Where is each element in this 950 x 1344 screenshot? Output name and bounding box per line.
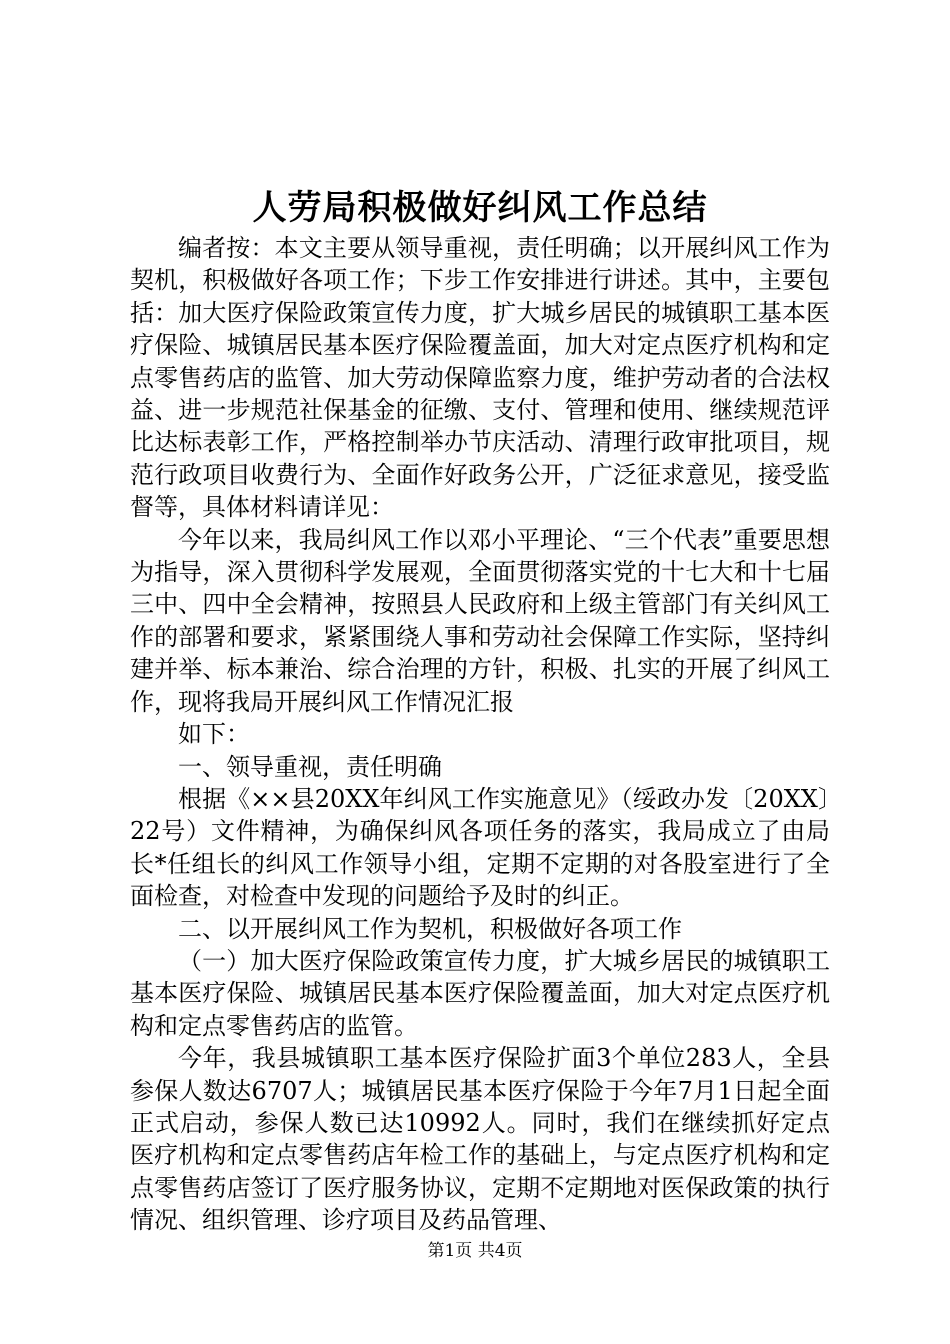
intro-continuation: 如下： xyxy=(178,720,250,749)
subsection-heading-1: （一）加大医疗保险政策宣传力度，扩大城乡居民的城镇职工基本医疗保险、城镇居民基本医疗保险覆盖面，加大对定点医疗机构和定点零售药店的监管。 xyxy=(130,946,830,1040)
document-page xyxy=(130,186,830,1237)
subsection-1-paragraph: 今年，我县城镇职工基本医疗保险扩面3个单位283人，全县参保人数达6707人；城镇居民基本医疗保险于今年7月1日起全面正式启动，参保人数已达10992人。同时，我们在继续抓好定点医疗机构和定点零售药店年检工作的基础上，与定点医疗机构和定点零售药店签订了医疗服务协议，定期不定期地对医保政策的执行情况、组织管理、诊疗项目及药品管理、 xyxy=(130,1044,830,1235)
section-1-paragraph: 根据《××县20XX年纠风工作实施意见》（绥政办发〔20XX〕22号）文件精神，为确保纠风各项任务的落实，我局成立了由局长*任组长的纠风工作领导小组，定期不定期的对各股室进行了全面检查，对检查中发现的问题给予及时的纠正。 xyxy=(130,784,830,911)
section-heading-2: 二、以开展纠风工作为契机，积极做好各项工作 xyxy=(178,914,682,943)
section-heading-1: 一、领导重视，责任明确 xyxy=(178,752,442,781)
editor-note-paragraph: 编者按：本文主要从领导重视，责任明确；以开展纠风工作为契机，积极做好各项工作；下步工作安排进行讲述。其中，主要包括：加大医疗保险政策宣传力度，扩大城乡居民的城镇职工基本医疗保险、城镇居民基本医疗保险覆盖面，加大对定点医疗机构和定点零售药店的监管、加大劳动保障监察力度，维护劳动者的合法权益、进一步规范社保基金的征缴、支付、管理和使用、继续规范评比达标表彰工作，严格控制举办节庆活动、清理行政审批项目，规范行政项目收费行为、全面作好政务公开，广泛征求意见，接受监督等，具体材料请详见： xyxy=(130,234,830,522)
intro-paragraph: 今年以来，我局纠风工作以邓小平理论、“三个代表”重要思想为指导，深入贯彻科学发展观，全面贯彻落实党的十七大和十七届三中、四中全会精神，按照县人民政府和上级主管部门有关纠风工作的部署和要求，紧紧围绕人事和劳动社会保障工作实际，坚持纠建并举、标本兼治、综合治理的方针，积极、扎实的开展了纠风工作，现将我局开展纠风工作情况汇报 xyxy=(130,525,830,716)
page-footer: 第1页 共4页 xyxy=(427,1241,523,1261)
document-title: 人劳局积极做好纠风工作总结 xyxy=(252,188,708,228)
